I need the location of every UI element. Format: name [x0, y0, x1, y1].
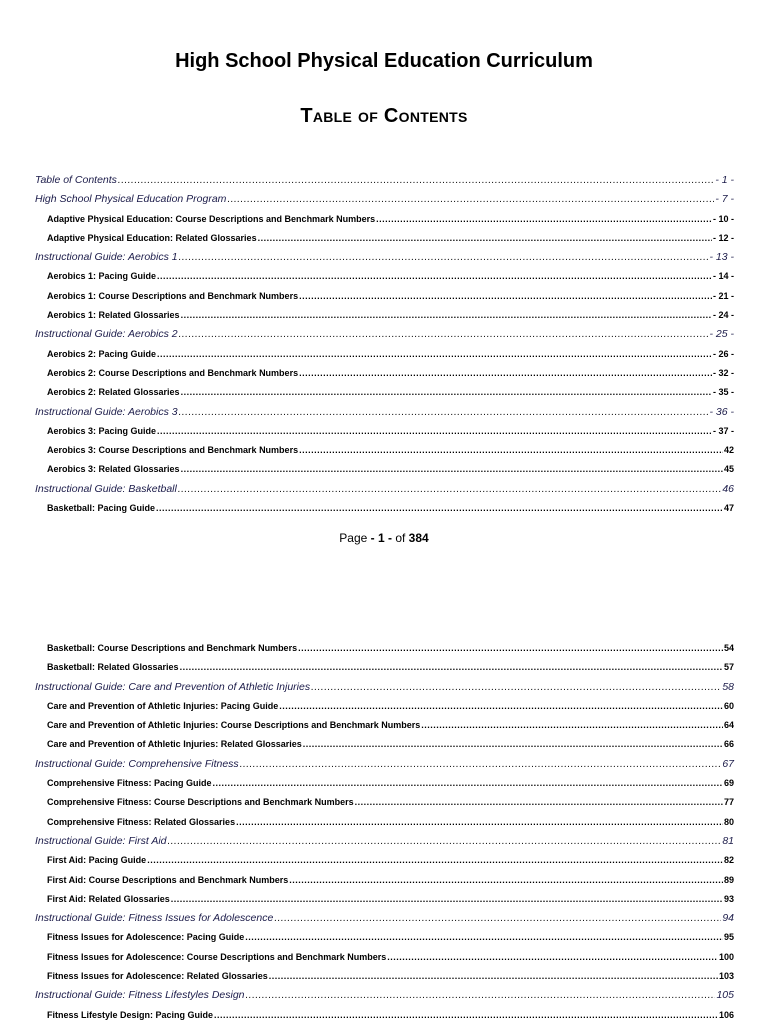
toc-entry-label: Aerobics 2: Course Descriptions and Benchmark Numbers [47, 367, 299, 378]
toc-entry-page-number: 47 [723, 503, 734, 514]
toc-entry-page-number: 77 [723, 797, 734, 808]
toc-entry-label: Basketball: Course Descriptions and Benchmark Numbers [47, 643, 298, 653]
toc-entry-label: Care and Prevention of Athletic Injuries: Course Descriptions and Benchmark Numbers [47, 720, 421, 731]
toc-entry-label: Instructional Guide: Fitness Lifestyles Design [35, 989, 245, 1002]
toc-dot-leader [118, 171, 714, 190]
toc-dot-leader [179, 325, 709, 344]
toc-dot-leader [168, 832, 722, 851]
toc-subsection-link[interactable] [35, 658, 734, 677]
toc-dot-leader [147, 851, 723, 870]
toc-entry-page-number: - 37 - [712, 425, 734, 436]
toc-entry-page-number: - 26 - [712, 348, 734, 359]
toc-entry-label: Aerobics 3: Related Glossaries [47, 464, 180, 475]
toc-subsection-link[interactable] [35, 697, 734, 716]
toc-entry-page-number: 105 [716, 989, 734, 1002]
toc-entry-page-number: 93 [723, 893, 734, 904]
toc-entry-label: Instructional Guide: Aerobics 1 [35, 251, 178, 264]
toc-entry-label: First Aid: Related Glossaries [47, 893, 170, 904]
toc-entry-page-number: 89 [723, 874, 734, 885]
toc-entry-label: Instructional Guide: Care and Prevention of Athletic Injuries [35, 680, 311, 693]
toc-entry-page-number: 58 [722, 680, 734, 693]
toc-dot-leader [236, 813, 723, 832]
toc-entry-page-number: - 21 - [712, 290, 734, 301]
toc-dot-leader [227, 190, 714, 209]
toc-subsection-link[interactable] [35, 967, 734, 986]
toc-entry-page-number: - 1 - [715, 174, 734, 186]
toc-entry-page-number: 57 [723, 662, 734, 673]
toc-subsection-link[interactable] [35, 735, 734, 754]
toc-dot-leader [299, 441, 723, 460]
toc-dot-leader [240, 755, 722, 774]
toc-entry-page-number: - 7 - [715, 193, 734, 206]
toc-entry-label: Fitness Issues for Adolescence: Course Descriptions and Benchmark Numbers [47, 951, 387, 962]
toc-entry-page-number: 54 [723, 643, 734, 653]
toc-entry-label: Comprehensive Fitness: Related Glossaries [47, 816, 236, 827]
toc-dot-leader [376, 210, 712, 229]
toc-entry-label: First Aid: Pacing Guide [47, 855, 147, 866]
toc-entry-page-number: 60 [723, 700, 734, 711]
toc-entry-page-number: 67 [722, 757, 734, 770]
toc-entry-label: Instructional Guide: Basketball [35, 482, 177, 495]
toc-subsection-link[interactable] [35, 716, 734, 735]
toc-heading: Table of Contents [300, 105, 468, 127]
toc-entry-page-number: 81 [722, 834, 734, 847]
toc-entry-page-number: 95 [723, 932, 734, 943]
toc-dot-leader [178, 480, 721, 499]
toc-dot-leader [179, 403, 709, 422]
toc-dot-leader [213, 774, 723, 793]
toc-entry-page-number: 103 [718, 971, 734, 982]
toc-entry-page-number: 66 [723, 739, 734, 750]
toc-section-link[interactable] [35, 986, 734, 1005]
toc-entry-page-number: - 14 - [712, 271, 734, 282]
toc-entry-label: Table of Contents [35, 174, 117, 186]
toc-dot-leader [355, 793, 723, 812]
toc-entry-label: Instructional Guide: First Aid [35, 834, 167, 847]
toc-section-link[interactable] [35, 403, 734, 422]
toc-dot-leader [180, 658, 723, 677]
toc-entry-label: Comprehensive Fitness: Pacing Guide [47, 778, 212, 789]
toc-entry-page-number: - 35 - [712, 387, 734, 398]
toc-dot-leader [156, 499, 723, 518]
toc-list-page-1 [35, 171, 734, 518]
toc-dot-leader [171, 890, 723, 909]
footer-prefix: Page [339, 531, 371, 545]
toc-dot-leader [274, 909, 721, 928]
toc-entry-label: Basketball: Related Glossaries [47, 662, 179, 673]
toc-entry-label: Aerobics 2: Related Glossaries [47, 387, 180, 398]
toc-subsection-link[interactable] [35, 460, 734, 479]
toc-entry-page-number: 94 [722, 912, 734, 925]
toc-dot-leader [421, 716, 723, 735]
toc-entry-label: Aerobics 1: Related Glossaries [47, 310, 180, 321]
toc-subsection-link[interactable] [35, 948, 734, 967]
toc-dot-leader [311, 678, 721, 697]
toc-entry-label: Care and Prevention of Athletic Injuries: Related Glossaries [47, 739, 302, 750]
toc-entry-page-number: - 32 - [712, 367, 734, 378]
toc-subsection-link[interactable] [35, 774, 734, 793]
toc-subsection-link[interactable] [35, 871, 734, 890]
toc-subsection-link[interactable] [35, 890, 734, 909]
toc-entry-page-number: 82 [723, 855, 734, 866]
toc-entry-page-number: 45 [723, 464, 734, 475]
toc-entry-page-number: - 13 - [709, 251, 734, 264]
toc-section-link[interactable] [35, 171, 734, 190]
toc-entry-label: Aerobics 1: Pacing Guide [47, 271, 157, 282]
toc-subsection-link[interactable] [35, 267, 734, 286]
toc-dot-leader [181, 460, 723, 479]
toc-entry-label: Care and Prevention of Athletic Injuries: Pacing Guide [47, 700, 279, 711]
toc-entry-label: Aerobics 3: Pacing Guide [47, 425, 157, 436]
toc-section-link[interactable] [35, 480, 734, 499]
toc-entry-page-number: - 36 - [709, 405, 734, 418]
toc-entry-page-number: - 12 - [712, 232, 734, 243]
toc-dot-leader [387, 948, 718, 967]
toc-entry-page-number: - 24 - [712, 310, 734, 321]
toc-entry-page-number: 100 [718, 951, 734, 962]
toc-entry-page-number: 64 [723, 720, 734, 731]
toc-dot-leader [245, 928, 723, 947]
toc-section-link[interactable] [35, 909, 734, 928]
toc-subsection-link[interactable] [35, 422, 734, 441]
toc-dot-leader [289, 871, 723, 890]
toc-section-link[interactable] [35, 325, 734, 344]
toc-dot-leader [157, 422, 712, 441]
footer-total-pages: 384 [408, 531, 429, 545]
toc-entry-label: Aerobics 3: Course Descriptions and Benchmark Numbers [47, 445, 299, 456]
toc-entry-label: Aerobics 2: Pacing Guide [47, 348, 157, 359]
toc-section-link[interactable] [35, 248, 734, 267]
toc-dot-leader [279, 697, 723, 716]
toc-subsection-link[interactable] [35, 499, 734, 518]
toc-section-link[interactable] [35, 755, 734, 774]
toc-entry-page-number: - 25 - [709, 328, 734, 341]
toc-dot-leader [179, 248, 709, 267]
toc-dot-leader [214, 1006, 718, 1025]
toc-entry-label: Fitness Issues for Adolescence: Related Glossaries [47, 971, 268, 982]
toc-entry-label: Basketball: Pacing Guide [47, 503, 156, 514]
toc-entry-label: Fitness Issues for Adolescence: Pacing Guide [47, 932, 245, 943]
toc-subsection-link[interactable] [35, 229, 734, 248]
toc-dot-leader [246, 986, 716, 1005]
toc-dot-leader [157, 267, 712, 286]
toc-section-link[interactable] [35, 832, 734, 851]
toc-dot-leader [299, 287, 712, 306]
toc-entry-label: Instructional Guide: Fitness Issues for Adolescence [35, 912, 274, 925]
toc-subsection-link[interactable] [35, 793, 734, 812]
toc-subsection-link[interactable] [35, 1006, 734, 1025]
toc-entry-label: Instructional Guide: Aerobics 3 [35, 405, 178, 418]
page-footer [0, 531, 768, 545]
toc-entry-page-number: 42 [723, 445, 734, 456]
toc-dot-leader [181, 383, 712, 402]
document-title: High School Physical Education Curriculum [175, 50, 593, 72]
toc-entry-page-number: 80 [723, 816, 734, 827]
toc-subsection-link[interactable] [35, 345, 734, 364]
toc-subsection-link[interactable] [35, 210, 734, 229]
toc-entry-label: Aerobics 1: Course Descriptions and Benchmark Numbers [47, 290, 299, 301]
toc-entry-page-number: - 10 - [712, 213, 734, 224]
toc-dot-leader [181, 306, 712, 325]
toc-subsection-link[interactable] [35, 851, 734, 870]
toc-subsection-link[interactable] [35, 639, 734, 658]
toc-subsection-link[interactable] [35, 287, 734, 306]
toc-subsection-link[interactable] [35, 813, 734, 832]
toc-subsection-link[interactable] [35, 928, 734, 947]
toc-entry-label: Fitness Lifestyle Design: Pacing Guide [47, 1009, 214, 1020]
toc-subsection-link[interactable] [35, 441, 734, 460]
footer-current-page: - 1 - [370, 531, 392, 545]
toc-entry-label: Adaptive Physical Education: Related Glossaries [47, 232, 257, 243]
toc-section-link[interactable] [35, 678, 734, 697]
toc-subsection-link[interactable] [35, 364, 734, 383]
toc-section-link[interactable] [35, 190, 734, 209]
toc-dot-leader [299, 364, 712, 383]
toc-entry-page-number: 46 [722, 482, 734, 495]
toc-entry-label: First Aid: Course Descriptions and Benchmark Numbers [47, 874, 289, 885]
toc-entry-label: Instructional Guide: Aerobics 2 [35, 328, 178, 341]
toc-dot-leader [298, 639, 723, 658]
toc-entry-label: Adaptive Physical Education: Course Descriptions and Benchmark Numbers [47, 213, 376, 224]
toc-subsection-link[interactable] [35, 383, 734, 402]
toc-dot-leader [157, 345, 712, 364]
toc-list-page-2 [35, 639, 734, 1025]
toc-dot-leader [303, 735, 723, 754]
toc-entry-label: Instructional Guide: Comprehensive Fitness [35, 757, 239, 770]
toc-entry-label: High School Physical Education Program [35, 193, 227, 206]
toc-subsection-link[interactable] [35, 306, 734, 325]
toc-dot-leader [258, 229, 712, 248]
toc-entry-label: Comprehensive Fitness: Course Descriptions and Benchmark Numbers [47, 797, 354, 808]
footer-of: of [391, 531, 409, 545]
toc-entry-page-number: 106 [718, 1009, 734, 1020]
toc-dot-leader [269, 967, 718, 986]
toc-entry-page-number: 69 [723, 778, 734, 789]
